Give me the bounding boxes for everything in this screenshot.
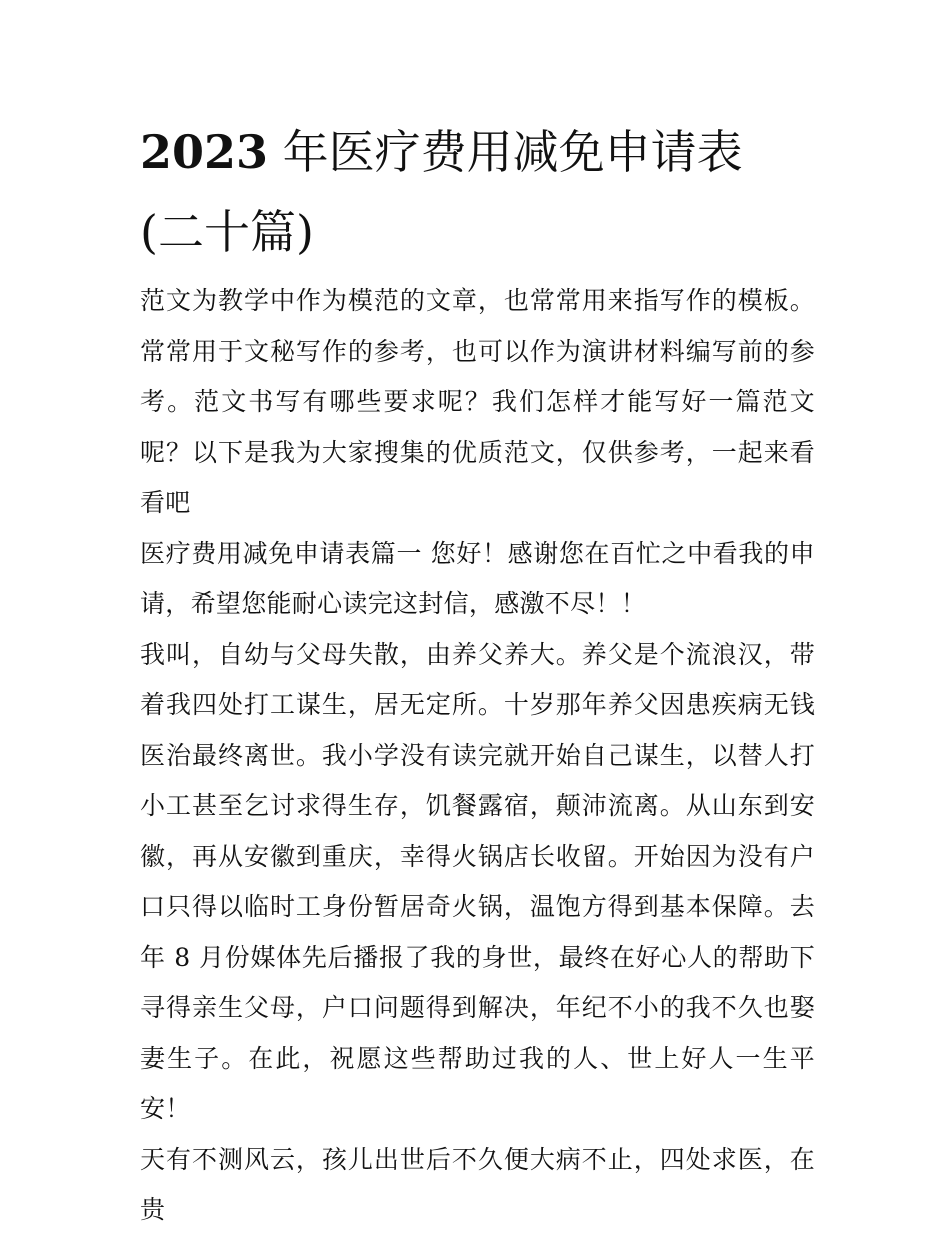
document-body xyxy=(140,276,815,1236)
page-title xyxy=(140,112,820,272)
page-title-year: 2023 xyxy=(140,125,269,179)
paragraph-background: 我叫，自幼与父母失散，由养父养大。养父是个流浪汉，带着我四处打工谋生，居无定所。十岁那年养父因患疾病无钱医治最终离世。我小学没有读完就开始自己谋生，以替人打小工甚至乞讨求得生存，饥餐露宿，颠沛流离。从山东到安徽，再从安徽到重庆，幸得火锅店长收留。开始因为没有户口只得以临时工身份暂居奇火锅，温饱方得到基本保障。去年 8 月份媒体先后播报了我的身世，最终在好心人的帮助下寻得亲生父母，户口问题得到解决，年纪不小的我不久也娶妻生子。在此，祝愿这些帮助过我的人、世上好人一生平安！ xyxy=(140,639,815,1123)
paragraph-intro: 范文为教学中作为模范的文章，也常常用来指写作的模板。常常用于文秘写作的参考，也可以作为演讲材料编写前的参考。范文书写有哪些要求呢？我们怎样才能写好一篇范文呢？以下是我为大家搜集的优质范文，仅供参考，一起来看看吧 xyxy=(140,286,815,517)
paragraph-greeting: 医疗费用减免申请表篇一 您好！感谢您在百忙之中看我的申请，希望您能耐心读完这封信，感激不尽！！ xyxy=(140,538,815,618)
paragraph-illness: 天有不测风云，孩儿出世后不久便大病不止，四处求医，在贵 xyxy=(140,1144,815,1224)
page-title-text: 年医疗费用减免申请表 (二十篇) xyxy=(140,125,743,259)
